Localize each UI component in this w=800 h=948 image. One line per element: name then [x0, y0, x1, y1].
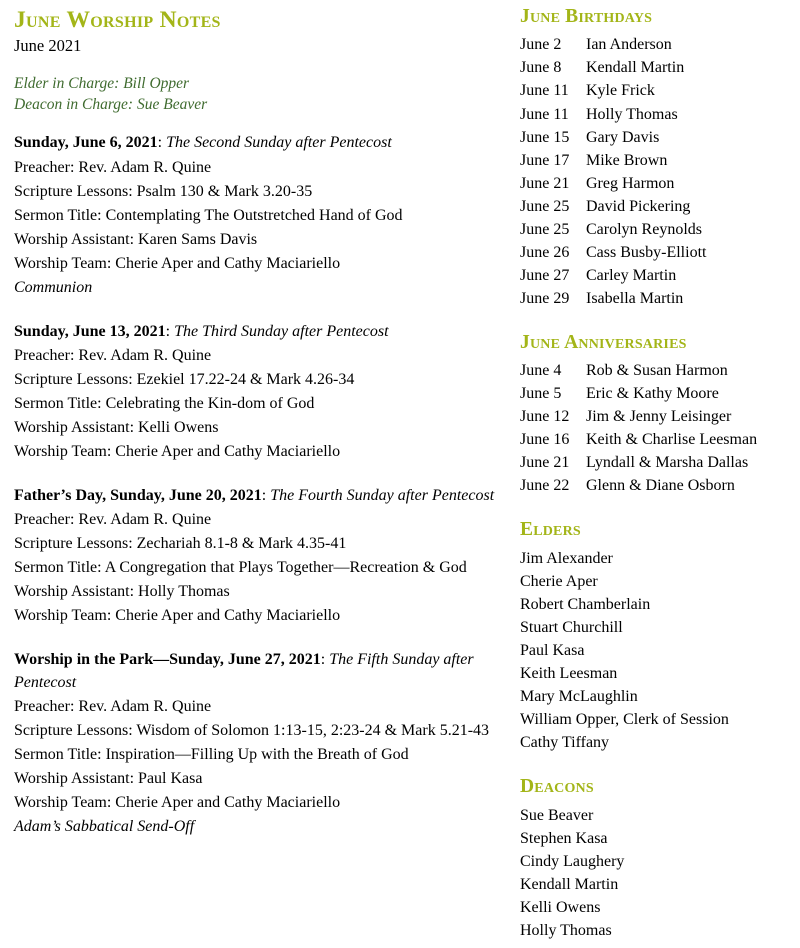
entry-date: June 15: [520, 128, 570, 146]
list-item: [520, 264, 800, 287]
left-column: [14, 6, 506, 948]
service-separator: :: [320, 651, 330, 669]
deacon-in-charge: Deacon in Charge: Sue Beaver: [14, 95, 208, 113]
page-date: June 2021: [14, 35, 82, 55]
list-item: [520, 103, 800, 126]
service-note: Adam’s Sabbatical Send-Off: [14, 818, 195, 836]
entry-date: June 2: [520, 36, 562, 54]
list-item: [520, 149, 800, 172]
list-item: [520, 382, 800, 405]
deacons-heading: Deacons: [520, 776, 594, 798]
service-detail-line: Scripture Lessons: Wisdom of Solomon 1:13-15, 2:23-24 & Mark 5.21-43: [14, 722, 490, 740]
elder-in-charge: Elder in Charge: Bill Opper: [14, 74, 190, 92]
entry-name: David Pickering: [586, 197, 691, 215]
entry-date: June 25: [520, 220, 570, 238]
list-item: [520, 405, 800, 428]
list-item: [520, 79, 800, 102]
entry-date: June 11: [520, 82, 569, 100]
list-item: Robert Chamberlain: [520, 595, 651, 613]
list-item: [520, 287, 800, 310]
service-detail-line: Preacher: Rev. Adam R. Quine: [14, 511, 212, 529]
entry-name: Cass Busby-Elliott: [586, 243, 707, 261]
entry-name: Jim & Jenny Leisinger: [586, 408, 732, 426]
service-block: [14, 320, 498, 464]
list-item: William Opper, Clerk of Session: [520, 711, 729, 729]
list-item: [520, 56, 800, 79]
entry-date: June 27: [520, 266, 570, 284]
service-date-label: Father’s Day, Sunday, June 20, 2021: [14, 486, 262, 504]
page-title: June Worship Notes: [14, 7, 221, 33]
list-item: [520, 474, 800, 497]
service-title: [14, 131, 498, 154]
entry-name: Eric & Kathy Moore: [586, 385, 719, 403]
list-item: [520, 359, 800, 382]
service-detail-line: Scripture Lessons: Ezekiel 17.22-24 & Mark 4.26-34: [14, 370, 355, 388]
entry-date: June 4: [520, 362, 562, 380]
list-item: [520, 428, 800, 451]
list-item: Paul Kasa: [520, 641, 585, 659]
entry-date: June 26: [520, 243, 570, 261]
service-detail-line: Scripture Lessons: Psalm 130 & Mark 3.20-35: [14, 182, 313, 200]
list-item: Cathy Tiffany: [520, 734, 610, 752]
right-column: [506, 6, 800, 948]
list-item: Sue Beaver: [520, 806, 594, 824]
list-item: Kendall Martin: [520, 875, 619, 893]
services-list: [14, 131, 498, 839]
service-detail-line: Worship Team: Cherie Aper and Cathy Maciariello: [14, 254, 341, 272]
list-item: [520, 126, 800, 149]
service-detail-line: Preacher: Rev. Adam R. Quine: [14, 158, 212, 176]
entry-date: June 25: [520, 197, 570, 215]
service-detail-line: Sermon Title: A Congregation that Plays Together—Recreation & God: [14, 559, 467, 577]
entry-date: June 8: [520, 59, 562, 77]
entry-name: Gary Davis: [586, 128, 660, 146]
service-block: [14, 648, 498, 839]
service-detail-line: Sermon Title: Inspiration—Filling Up with the Breath of God: [14, 746, 409, 764]
anniversaries-heading: June Anniversaries: [520, 331, 687, 353]
birthdays-heading: June Birthdays: [520, 6, 653, 27]
service-detail-line: Worship Team: Cherie Aper and Cathy Maciariello: [14, 607, 341, 625]
service-date-label: Sunday, June 13, 2021: [14, 322, 166, 340]
list-item: [520, 451, 800, 474]
service-detail-line: Sermon Title: Contemplating The Outstretched Hand of God: [14, 206, 403, 224]
list-item: Keith Leesman: [520, 664, 618, 682]
list-item: Stephen Kasa: [520, 829, 608, 847]
list-item: Holly Thomas: [520, 921, 612, 939]
entry-name: Ian Anderson: [586, 36, 672, 54]
elders-heading: Elders: [520, 519, 581, 541]
entry-name: Kyle Frick: [586, 82, 655, 100]
entry-name: Kendall Martin: [586, 59, 685, 77]
service-detail-line: Worship Assistant: Karen Sams Davis: [14, 230, 258, 248]
list-item: Jim Alexander: [520, 549, 613, 567]
list-item: Cherie Aper: [520, 572, 598, 590]
service-theme: The Third Sunday after Pentecost: [174, 322, 389, 340]
entry-name: Glenn & Diane Osborn: [586, 477, 735, 495]
service-title: [14, 648, 498, 694]
list-item: Cindy Laughery: [520, 852, 625, 870]
service-block: [14, 484, 498, 628]
entry-name: Rob & Susan Harmon: [586, 362, 728, 380]
list-item: Stuart Churchill: [520, 618, 623, 636]
service-detail-line: Preacher: Rev. Adam R. Quine: [14, 698, 212, 716]
service-separator: :: [157, 134, 167, 152]
entry-date: June 16: [520, 431, 570, 449]
service-date-label: Worship in the Park—Sunday, June 27, 2021: [14, 651, 321, 669]
entry-date: June 5: [520, 385, 562, 403]
entry-date: June 22: [520, 477, 570, 495]
entry-name: Mike Brown: [586, 151, 668, 169]
entry-date: June 21: [520, 454, 570, 472]
entry-date: June 12: [520, 408, 570, 426]
service-detail-line: Preacher: Rev. Adam R. Quine: [14, 346, 212, 364]
entry-name: Isabella Martin: [586, 289, 684, 307]
entry-date: June 11: [520, 105, 569, 123]
anniversaries-list: [520, 359, 800, 497]
service-block: [14, 131, 498, 299]
service-title: [14, 320, 498, 343]
list-item: [520, 172, 800, 195]
service-title: [14, 484, 498, 507]
entry-name: Carley Martin: [586, 266, 677, 284]
list-item: Mary McLaughlin: [520, 688, 638, 706]
service-detail-line: Sermon Title: Celebrating the Kin-dom of God: [14, 394, 315, 412]
service-detail-line: Worship Assistant: Kelli Owens: [14, 418, 219, 436]
service-separator: :: [165, 322, 175, 340]
list-item: [520, 195, 800, 218]
service-detail-line: Scripture Lessons: Zechariah 8.1-8 & Mark 4.35-41: [14, 535, 347, 553]
service-date-label: Sunday, June 6, 2021: [14, 134, 158, 152]
service-note: Communion: [14, 278, 93, 296]
elders-list: [520, 547, 800, 754]
service-theme: The Fifth Sunday after Pentecost: [14, 651, 474, 692]
entry-date: June 17: [520, 151, 570, 169]
service-theme: The Second Sunday after Pentecost: [166, 134, 392, 152]
service-separator: :: [261, 486, 271, 504]
list-item: [520, 218, 800, 241]
service-detail-line: Worship Assistant: Holly Thomas: [14, 583, 230, 601]
entry-date: June 29: [520, 289, 570, 307]
list-item: Kelli Owens: [520, 898, 601, 916]
charge-block: [14, 74, 498, 116]
entry-name: Holly Thomas: [586, 105, 678, 123]
birthdays-list: [520, 33, 800, 309]
list-item: [520, 33, 800, 56]
entry-name: Keith & Charlise Leesman: [586, 431, 758, 449]
entry-name: Lyndall & Marsha Dallas: [586, 454, 749, 472]
entry-name: Carolyn Reynolds: [586, 220, 702, 238]
service-theme: The Fourth Sunday after Pentecost: [270, 486, 495, 504]
deacons-list: [520, 804, 800, 942]
entry-date: June 21: [520, 174, 570, 192]
service-detail-line: Worship Team: Cherie Aper and Cathy Maciariello: [14, 442, 341, 460]
service-detail-line: Worship Team: Cherie Aper and Cathy Maciariello: [14, 794, 341, 812]
entry-name: Greg Harmon: [586, 174, 675, 192]
service-detail-line: Worship Assistant: Paul Kasa: [14, 770, 203, 788]
list-item: [520, 241, 800, 264]
